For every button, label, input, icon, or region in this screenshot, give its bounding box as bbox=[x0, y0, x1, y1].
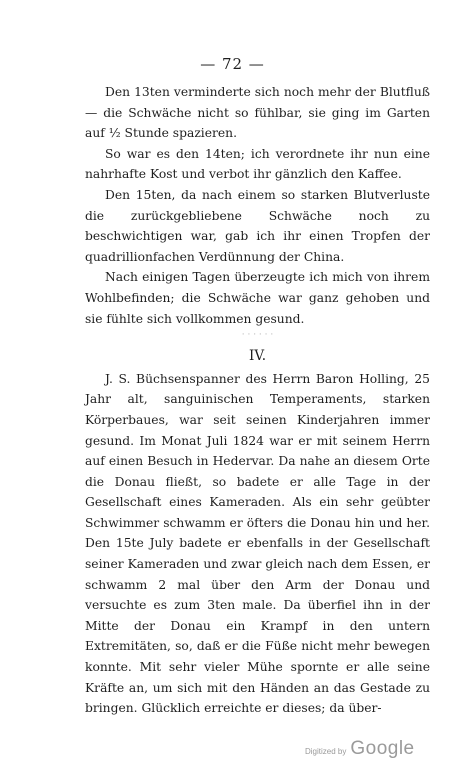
digitization-watermark bbox=[305, 738, 415, 760]
page-body bbox=[85, 82, 430, 719]
section-heading: IV. bbox=[248, 348, 266, 365]
decorative-dots: · · · · · · bbox=[241, 330, 274, 341]
paragraph: So war es den 14ten; ich verordnete ihr nun eine nahrhafte Kost und verbot ihr gänzlich den Kaffee. bbox=[85, 146, 430, 182]
paragraph: Den 13ten verminderte sich noch mehr der Blutfluß — die Schwäche nicht so fühlbar, sie ging im Garten auf ½ Stunde spazieren. bbox=[85, 85, 430, 141]
digitized-by-label: Digitized by bbox=[305, 747, 347, 756]
page-number-header: — 72 — bbox=[200, 55, 265, 73]
paragraph: Den 15ten, da nach einem so starken Blutverluste die zurückgebliebene Schwäche noch zu beschwichtigen war, gab ich ihr einen Tropfen der quadrillionfachen Verdünnung der China. bbox=[85, 187, 430, 264]
paragraph: J. S. Büchsenspanner des Herrn Baron Holling, 25 Jahr alt, sanguinischen Temperaments, starken Körperbaues, war seit seinen Kinderjahren immer gesund. Im Monat Juli 1824 war er mit seinem Herrn auf einen Besuch in Hedervar. Da nahe an diesem Orte die Donau fließt, so badete er alle Tage in der Gesellschaft eines Kameraden. Als ein sehr geübter Schwimmer schwamm er öfters die Donau hin und her. Den 15te July badete er ebenfalls in der Gesellschaft seiner Kameraden und zwar gleich nach dem Essen, er schwamm 2 mal über den Arm der Donau und versuchte es zum 3ten male. Da überfiel ihn in der Mitte der Donau ein Krampf in den untern Extremitäten, so, daß er die Füße nicht mehr bewegen konnte. Mit sehr vieler Mühe spornte er alle seine Kräfte an, um sich mit den Händen an das Gestade zu bringen. Glücklich erreichte er dieses; da über- bbox=[85, 371, 430, 716]
paragraph: Nach einigen Tagen überzeugte ich mich von ihrem Wohlbefinden; die Schwäche war ganz gehoben und sie fühlte sich vollkommen gesund. bbox=[85, 270, 430, 326]
google-logo: Google bbox=[350, 738, 415, 759]
